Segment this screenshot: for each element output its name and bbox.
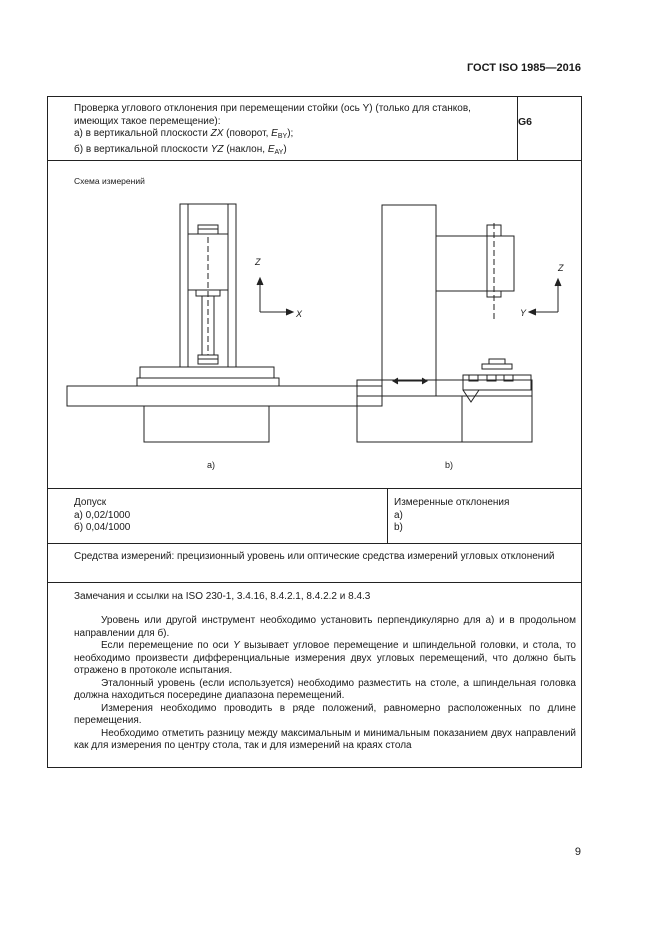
- machine-bed: [67, 386, 382, 406]
- table: [140, 367, 274, 378]
- caption-b: b): [445, 460, 454, 470]
- standard-header: ГОСТ ISO 1985—2016: [466, 62, 581, 74]
- note-3: Эталонный уровень (если используется) необходимо разместить на столе, а шпиндельная головка должна находиться посередине диапазона перемещений.: [74, 677, 576, 701]
- note-2: Если перемещение по оси Y вызывает угловое перемещение и шпиндельной головки, и стола, то необходимо произвести дифференциальные измерения двух угловых перемещений, что должно быть отражено в протоколе испытания.: [74, 640, 576, 676]
- divider: [48, 543, 581, 544]
- divider: [387, 488, 388, 543]
- instruments-text: Средства измерений: прецизионный уровень или оптические средства измерений угловых отклонений: [74, 551, 555, 562]
- measured-title: Измеренные отклонения: [394, 497, 510, 508]
- axis-label-x-a: X: [296, 309, 303, 319]
- tolerance-a: а) 0,02/1000: [74, 509, 131, 521]
- tolerance-b: б) 0,04/1000: [74, 522, 131, 533]
- check-item-b: б) в вертикальной плоскости YZ (наклон, $E_{AY}$): [74, 143, 287, 156]
- note-4: Измерения необходимо проводить в ряде положений, равномерно расположенных по длине перемещения.: [74, 702, 576, 726]
- bed-b: [357, 380, 532, 442]
- column-b: [382, 205, 436, 396]
- divider: [48, 488, 581, 489]
- notes-body: [74, 615, 576, 753]
- level-b: [482, 364, 512, 369]
- check-table: [47, 96, 582, 768]
- notes-title: Замечания и ссылки на ISO 230-1, 3.4.16, 8.4.2.1, 8.4.2.2 и 8.4.3: [74, 591, 371, 602]
- check-item-a: а) в вертикальной плоскости ZX (поворот, $E_{BY}$);: [74, 128, 294, 140]
- measured-a: а): [394, 509, 403, 521]
- figure-b: [357, 205, 561, 442]
- note-1: Уровень или другой инструмент необходимо установить перпендикулярно для а) и в продольном направлении для б).: [74, 615, 576, 639]
- page-number: 9: [574, 846, 581, 858]
- check-title: Проверка углового отклонения при перемещении стойки (ось Y) (только для станков, имеющих такое перемещение):: [74, 103, 471, 127]
- tolerance-title: Допуск: [74, 497, 107, 508]
- measurement-diagram: [48, 97, 583, 487]
- measured-b: b): [394, 522, 403, 533]
- table-base: [137, 378, 279, 386]
- axis-label-y-b: Y: [520, 308, 527, 318]
- axis-label-z-b: Z: [558, 263, 564, 273]
- caption-a: a): [207, 460, 216, 470]
- divider: [48, 582, 581, 583]
- table-b: [463, 375, 531, 390]
- scheme-label: Схема измерений: [74, 176, 145, 186]
- axis-label-z-a: Z: [255, 257, 261, 267]
- spindle-head-b: [436, 236, 514, 291]
- tolerance-block: [74, 497, 130, 535]
- figure-a: [67, 204, 382, 442]
- measured-block: [394, 497, 509, 535]
- check-code: G6: [518, 116, 533, 128]
- bed-foot: [144, 406, 269, 442]
- note-5: Необходимо отметить разницу между максимальным и минимальным показанием двух направлений как для измерения по центру стола, так и для измерений на краях стола: [74, 727, 576, 751]
